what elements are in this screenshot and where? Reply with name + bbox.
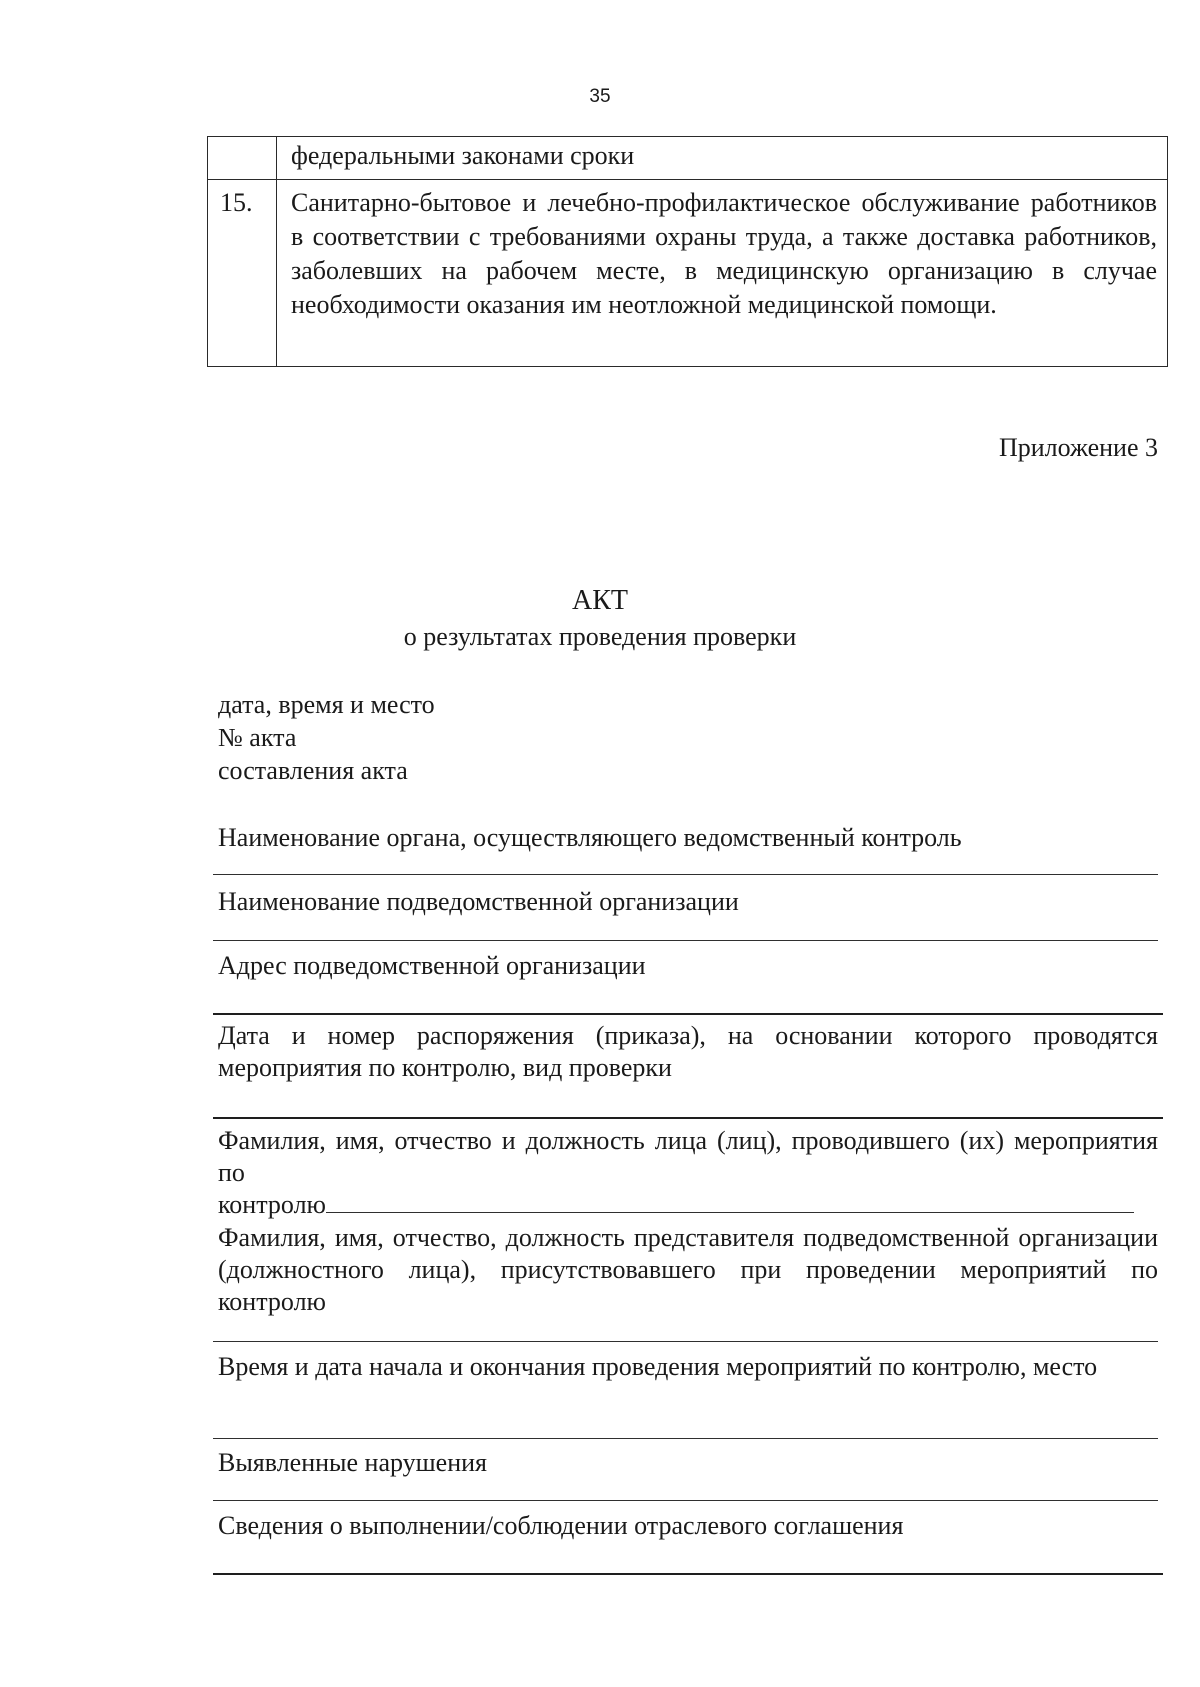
fill-line[interactable] bbox=[213, 1500, 1158, 1501]
row-text: федеральными законами сроки bbox=[277, 137, 1168, 180]
meta-act-number: № акта bbox=[218, 723, 297, 752]
row-number: 15. bbox=[208, 180, 277, 367]
field-time-place: Время и дата начала и окончания проведения мероприятий по контролю, место bbox=[218, 1352, 1098, 1381]
field-inspector-tail-text: контролю bbox=[218, 1190, 326, 1219]
fill-line[interactable] bbox=[213, 874, 1158, 875]
table-row bbox=[208, 180, 1168, 367]
field-control-body: Наименование органа, осуществляющего ведомственный контроль bbox=[218, 823, 962, 852]
meta-act-compiled: составления акта bbox=[218, 756, 408, 785]
table-row bbox=[208, 137, 1168, 180]
field-violations: Выявленные нарушения bbox=[218, 1448, 488, 1477]
field-inspector: Фамилия, имя, отчество и должность лица (лиц), проводившего (их) мероприятия по bbox=[218, 1126, 1158, 1187]
fill-line[interactable] bbox=[213, 1573, 1163, 1575]
fill-line[interactable] bbox=[213, 1438, 1158, 1439]
document-title: АКТ bbox=[572, 585, 628, 616]
fill-line[interactable] bbox=[213, 1341, 1158, 1342]
field-representative: Фамилия, имя, отчество, должность представителя подведомственной организации (должностного лица), присутствовавшего при проведении мероприятий по контролю bbox=[218, 1223, 1158, 1316]
document-subtitle: о результатах проведения проверки bbox=[403, 622, 797, 651]
field-agreement: Сведения о выполнении/соблюдении отраслевого соглашения bbox=[218, 1511, 904, 1540]
fill-line[interactable] bbox=[213, 1117, 1163, 1119]
page-number: 35 bbox=[589, 86, 611, 107]
field-subordinate-org: Наименование подведомственной организации bbox=[218, 887, 739, 916]
fill-line[interactable] bbox=[326, 1190, 1134, 1213]
items-table bbox=[207, 136, 1168, 367]
fill-line[interactable] bbox=[213, 940, 1158, 941]
appendix-label: Приложение 3 bbox=[998, 433, 1158, 462]
fill-line[interactable] bbox=[213, 1013, 1163, 1015]
field-inspector-tail bbox=[218, 1189, 1158, 1221]
row-number bbox=[208, 137, 277, 180]
row-text: Санитарно-бытовое и лечебно-профилактическое обслуживание работников в соответствии с требованиями охраны труда, а также доставка работников, заболевших на рабочем месте, в медицинскую организацию в случае необходимости оказания им неотложной медицинской помощи. bbox=[277, 180, 1168, 367]
meta-date-place: дата, время и место bbox=[218, 690, 435, 719]
field-order: Дата и номер распоряжения (приказа), на основании которого проводятся мероприятия по контролю, вид проверки bbox=[218, 1021, 1158, 1082]
field-org-address: Адрес подведомственной организации bbox=[218, 951, 646, 980]
